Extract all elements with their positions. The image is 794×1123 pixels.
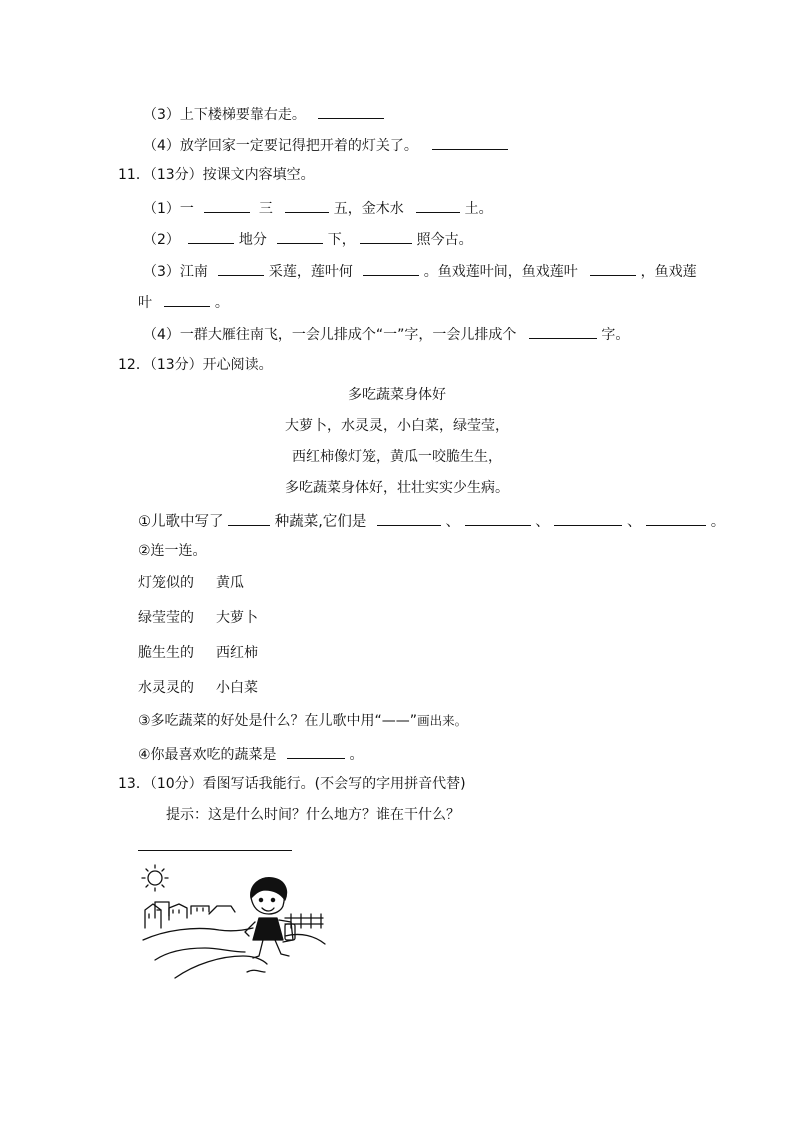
q11-line-2 (143, 229, 473, 249)
q13-hint: 提示：这是什么时间？什么地方？谁在干什么？ (166, 807, 460, 823)
text-segment: （2） (143, 232, 180, 248)
text-segment: ③多吃蔬菜的好处是什么？在儿歌中用“——” (138, 713, 418, 729)
text-segment: 地分 (238, 232, 267, 248)
q11-line-1 (143, 198, 493, 218)
text-segment: 。 (214, 295, 229, 311)
answer-blank[interactable] (277, 229, 323, 244)
text-segment: ④你最喜欢吃的蔬菜是 (138, 747, 277, 763)
text-segment: 画出来。 (417, 713, 468, 728)
text-segment: 五，金木水 (333, 201, 404, 217)
separator: 、 (445, 514, 461, 530)
answer-blank[interactable] (287, 744, 345, 759)
answer-blank[interactable] (590, 261, 636, 276)
fence-icon (285, 914, 323, 928)
text-segment: 。鱼戏莲叶间，鱼戏莲叶 (423, 264, 578, 280)
answer-blank[interactable] (285, 198, 329, 213)
q10-item-4-text: （4）放学回家一定要记得把开着的灯关了。 (143, 138, 418, 154)
q10-item-4 (143, 135, 508, 155)
text-segment: ，鱼戏莲 (640, 264, 697, 280)
q11-line-4 (143, 324, 629, 344)
separator: 。 (710, 514, 726, 530)
answer-blank[interactable] (318, 104, 384, 119)
q11-title: 11．（13分）按课文内容填空。 (118, 167, 315, 183)
poem-title: 多吃蔬菜身体好 (348, 387, 446, 403)
answer-blank[interactable] (465, 511, 531, 526)
answer-blank[interactable] (529, 324, 597, 339)
match-left[interactable]: 绿莹莹的 (138, 610, 194, 626)
text-segment: （4）一群大雁往南飞，一会儿排成个“一”字，一会儿排成个 (143, 327, 517, 343)
q10-item-3 (143, 104, 384, 124)
text-segment: 下， (327, 232, 356, 248)
match-right[interactable]: 黄瓜 (216, 575, 244, 591)
answer-blank[interactable] (204, 198, 250, 213)
answer-blank[interactable] (164, 292, 210, 307)
village-icon (145, 902, 235, 928)
writing-line[interactable] (138, 850, 292, 851)
q13-title: 13．（10分）看图写话我能行。(不会写的字用拼音代替) (118, 776, 466, 792)
illustration (135, 860, 335, 990)
q12-sub-4 (138, 744, 363, 764)
text-segment: 土。 (464, 201, 493, 217)
match-left[interactable]: 脆生生的 (138, 645, 194, 661)
match-right[interactable]: 小白菜 (216, 680, 258, 696)
answer-blank[interactable] (228, 511, 270, 526)
match-right[interactable]: 西红柿 (216, 645, 258, 661)
q11-line-3-continued (138, 292, 229, 312)
q10-item-3-text: （3）上下楼梯要靠右走。 (143, 107, 306, 123)
answer-blank[interactable] (432, 135, 508, 150)
match-left[interactable]: 灯笼似的 (138, 575, 194, 591)
match-right[interactable]: 大萝卜 (216, 610, 258, 626)
text-segment: 种蔬菜,它们是 (274, 514, 367, 530)
match-left[interactable]: 水灵灵的 (138, 680, 194, 696)
answer-blank[interactable] (416, 198, 460, 213)
q11-line-3 (143, 261, 697, 281)
answer-blank[interactable] (554, 511, 622, 526)
text-segment: 照今古。 (416, 232, 473, 248)
poem-line-2: 西红柿像灯笼，黄瓜一咬脆生生， (292, 449, 502, 465)
answer-blank[interactable] (646, 511, 706, 526)
text-segment: 三 (258, 201, 273, 217)
road-icon (143, 928, 325, 978)
match-row[interactable] (138, 609, 258, 627)
text-segment: （1）一 (143, 201, 194, 217)
q12-sub-3 (138, 712, 467, 730)
answer-blank[interactable] (188, 229, 234, 244)
sun-icon (142, 865, 168, 891)
poem-line-1: 大萝卜，水灵灵，小白菜，绿莹莹， (285, 418, 509, 434)
q12-title: 12．（13分）开心阅读。 (118, 357, 273, 373)
answer-blank[interactable] (360, 229, 412, 244)
answer-blank[interactable] (363, 261, 419, 276)
poem-line-3: 多吃蔬菜身体好，壮壮实实少生病。 (285, 480, 509, 496)
text-segment: 叶 (138, 295, 152, 311)
text-segment: 字。 (601, 327, 630, 343)
text-segment: 。 (349, 747, 364, 763)
separator: 、 (535, 514, 550, 530)
match-row[interactable] (138, 679, 258, 697)
text-segment: （3）江南 (143, 264, 208, 280)
answer-blank[interactable] (218, 261, 264, 276)
text-segment: 采莲，莲叶何 (268, 264, 353, 280)
match-row[interactable] (138, 644, 258, 662)
match-row[interactable] (138, 574, 244, 592)
q12-sub-1 (138, 511, 725, 531)
separator: 、 (626, 514, 642, 530)
answer-blank[interactable] (377, 511, 441, 526)
q12-sub-2: ②连一连。 (138, 543, 207, 559)
text-segment: ①儿歌中写了 (138, 514, 224, 530)
